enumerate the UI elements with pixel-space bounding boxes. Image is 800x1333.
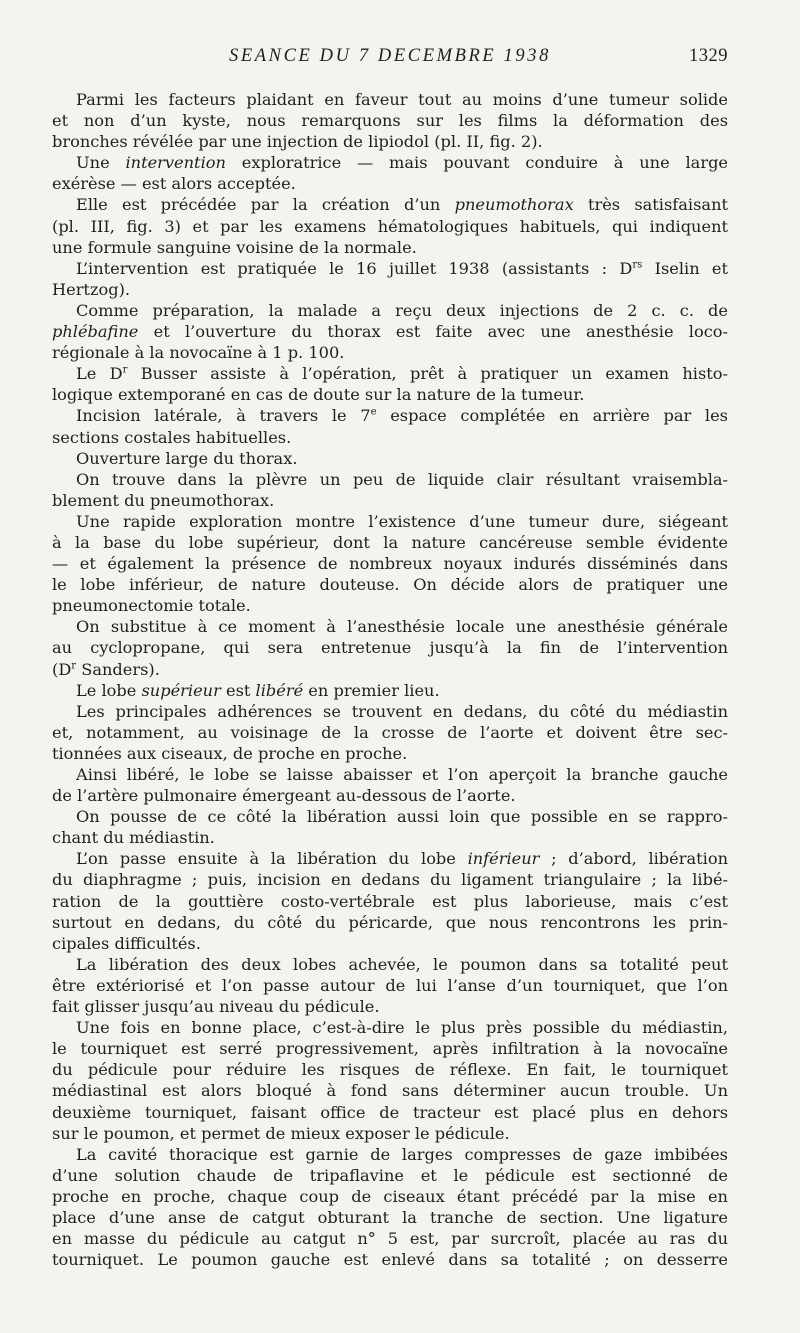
text-line: phlébafine et l’ouverture du thorax est faite avec une anesthésie loco- xyxy=(52,322,728,342)
text-line: Elle est précédée par la création d’un pneumothorax très satisfaisant xyxy=(76,195,728,215)
text-line: du pédicule pour réduire les risques de réflexe. En fait, le tourniquet xyxy=(52,1060,728,1080)
page-number: 1329 xyxy=(689,46,728,66)
text-line: tionnées aux ciseaux, de proche en proche. xyxy=(52,743,408,763)
text-line: cipales difficultés. xyxy=(52,933,201,953)
text-line: de l’artère pulmonaire émergeant au-dessous de l’aorte. xyxy=(52,786,516,806)
running-title: SEANCE DU 7 DECEMBRE 1938 xyxy=(229,46,551,66)
text-line: Le $D^r$ Busser assiste à l’opération, prêt à pratiquer un examen histo- xyxy=(76,364,728,384)
text-line: Une fois en bonne place, c’est-à-dire le plus près possible du médiastin, xyxy=(76,1018,728,1038)
text-line: Hertzog). xyxy=(52,279,131,299)
text-line: Les principales adhérences se trouvent en dedans, du côté du médiastin xyxy=(76,701,728,721)
text-line: chant du médiastin. xyxy=(52,828,215,848)
text-line: L’intervention est pratiquée le 16 juillet 1938 (assistants : $D^{rs}$ Iselin et xyxy=(76,258,728,278)
text-line: place d’une anse de catgut obturant la tranche de section. Une ligature xyxy=(52,1207,728,1227)
text-line: Le lobe supérieur est libéré en premier lieu. xyxy=(76,680,440,700)
text-line: le tourniquet est serré progressivement, après infiltration à la novocaïne xyxy=(52,1039,728,1059)
text-line: On substitue à ce moment à l’anesthésie locale une anesthésie générale xyxy=(76,617,728,637)
text-line: — et également la présence de nombreux noyaux indurés disséminés dans xyxy=(52,554,728,574)
text-line: sur le poumon, et permet de mieux exposer le pédicule. xyxy=(52,1123,510,1143)
text-line: sections costales habituelles. xyxy=(52,427,292,447)
text-line: Une rapide exploration montre l’existence d’une tumeur dure, siégeant xyxy=(76,511,728,531)
text-line: Ouverture large du thorax. xyxy=(76,448,298,468)
text-line: exérèse — est alors acceptée. xyxy=(52,174,296,194)
text-line: et non d’un kyste, nous remarquons sur les films la déformation des xyxy=(52,111,728,131)
text-line: à la base du lobe supérieur, dont la nature cancéreuse semble évidente xyxy=(52,532,728,552)
text-line: régionale à la novocaïne à 1 p. 100. xyxy=(52,343,345,363)
text-line: (pl. III, fig. 3) et par les examens hématologiques habituels, qui indiquent xyxy=(52,216,728,236)
text-line: médiastinal est alors bloqué à fond sans déterminer aucun trouble. Un xyxy=(52,1081,728,1101)
text-line: Parmi les facteurs plaidant en faveur tout au moins d’une tumeur solide xyxy=(76,90,728,109)
text-line: deuxième tourniquet, faisant office de tracteur est placé plus en dehors xyxy=(52,1102,728,1122)
text-line: pneumonectomie totale. xyxy=(52,596,251,616)
text-line: le lobe inférieur, de nature douteuse. On décide alors de pratiquer une xyxy=(52,575,728,595)
text-line: ($D^r$ Sanders). xyxy=(52,659,160,679)
text-line: logique extemporané en cas de doute sur la nature de la tumeur. xyxy=(52,385,585,405)
text-line: On pousse de ce côté la libération aussi loin que possible en se rappro- xyxy=(76,807,728,827)
text-line: être extériorisé et l’on passe autour de lui l’anse d’un tourniquet, que l’on xyxy=(52,975,728,995)
text-line: Comme préparation, la malade a reçu deux injections de 2 c. c. de xyxy=(76,300,728,320)
text-line: Une intervention exploratrice — mais pouvant conduire à une large xyxy=(76,153,728,173)
text-line: du diaphragme ; puis, incision en dedans du ligament triangulaire ; la libé- xyxy=(52,870,728,890)
text-line: La cavité thoracique est garnie de larges compresses de gaze imbibées xyxy=(76,1144,728,1164)
text-line: La libération des deux lobes achevée, le poumon dans sa totalité peut xyxy=(76,954,728,974)
text-line: blement du pneumothorax. xyxy=(52,490,275,510)
text-line: Ainsi libéré, le lobe se laisse abaisser et l’on aperçoit la branche gauche xyxy=(76,765,728,784)
text-line: ration de la gouttière costo-vertébrale est plus laborieuse, mais c’est xyxy=(52,891,728,911)
text-line: proche en proche, chaque coup de ciseaux étant précédé par la mise en xyxy=(52,1186,728,1206)
text-line: au cyclopropane, qui sera entretenue jusqu’à la fin de l’intervention xyxy=(52,638,728,658)
body-text xyxy=(52,89,728,1270)
text-line: une formule sanguine voisine de la normale. xyxy=(52,237,417,257)
text-line: et, notamment, au voisinage de la crosse de l’aorte et doivent être sec- xyxy=(52,722,728,742)
text-line: tourniquet. Le poumon gauche est enlevé dans sa totalité ; on desserre xyxy=(52,1250,728,1270)
running-header xyxy=(52,46,728,70)
text-line: bronches révélée par une injection de lipiodol (pl. II, fig. 2). xyxy=(52,132,543,152)
text-line: Incision latérale, à travers le 7e espace complétée en arrière par les xyxy=(76,406,728,426)
text-line: L’on passe ensuite à la libération du lobe inférieur ; d’abord, libération xyxy=(76,849,728,869)
text-line: fait glisser jusqu’au niveau du pédicule. xyxy=(52,997,380,1017)
text-line: d’une solution chaude de tripaflavine et le pédicule est sectionné de xyxy=(52,1165,728,1185)
text-line: en masse du pédicule au catgut n° 5 est, par surcroît, placée au ras du xyxy=(52,1229,728,1249)
text-line: On trouve dans la plèvre un peu de liquide clair résultant vraisembla- xyxy=(76,469,728,489)
text-line: surtout en dedans, du côté du péricarde, que nous rencontrons les prin- xyxy=(52,912,728,932)
